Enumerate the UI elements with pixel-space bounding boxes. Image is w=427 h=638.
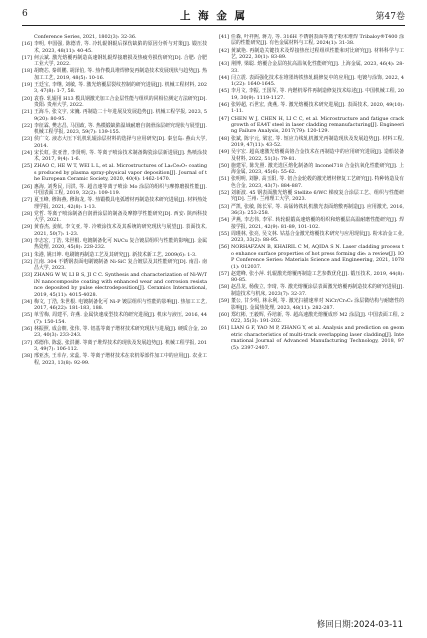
reference-item	[219, 217, 404, 230]
page-header	[22, 6, 405, 26]
reference-number: [45]	[219, 88, 230, 95]
reference-text: 梅文, 丁浩, 朱世根. 电镀制备化可 Ni-P 镀层组织与性能的影响[J]. 热加工工艺, 2017, 46(22): 181-183, 188.	[34, 298, 207, 312]
reference-text: 赵建峰, 张小萍. 轧辊激光熔覆再制造工艺参数优化[J]. 锻压技术, 2019, 44(8): 80-85.	[231, 270, 404, 284]
reference-text: 张斌, 陈宇元, 梁宏, 等. 短应力线轧机激光再制造现状及发展趋势[J]. 材料工程, 2019, 47(11): 43-52.	[231, 135, 404, 149]
reference-text: 刘新波. 45 钢表面激光熔覆 Stellite 6/WC 梯度复合涂层工艺、组织与性能研究[D]. 兰州: 兰州理工大学, 2023.	[231, 189, 404, 203]
reference-item	[22, 353, 207, 366]
reference-number: [59]	[219, 298, 230, 305]
reference-item	[22, 238, 207, 251]
reference-number: [38]	[22, 353, 33, 360]
reference-number: [20]	[22, 95, 33, 102]
reference-item	[22, 34, 207, 40]
reference-number: [21]	[22, 109, 33, 116]
reference-text: 严凯, 张敏, 陈长军, 等. 高锰铸铁轧机激光表面熔敷再制造[J]. 应用激光, 2016, 36(3): 253-258.	[231, 203, 404, 217]
reference-number: [42]	[219, 47, 230, 54]
reference-number: [31]	[22, 251, 33, 258]
reference-text: 林振照, 成会朝, 张伟, 等. 铝基等离子增材技术研究现状与进展[J]. 硬质合金, 2023, 40(3): 233-243.	[34, 325, 207, 339]
reference-item	[22, 150, 207, 163]
reference-number: [37]	[22, 339, 33, 346]
reference-number: [43]	[219, 61, 230, 68]
reference-number: [49]	[219, 149, 230, 156]
reference-number: [50]	[219, 162, 230, 169]
reference-item	[22, 82, 207, 95]
reference-number: [35]	[22, 312, 33, 319]
reference-item	[219, 149, 404, 162]
reference-text: ZHAO C, HE W T, WEI L L, et al. Microstructures of La₂Ce₂O₇ coatings produced by plasma spray-physical vapor deposition[J]. Journal of the European Ceramic Society, 2020, 40(4): 1462-1470.	[34, 163, 207, 183]
reference-text: 施建军, 陈先照. 激光选区熔化制备的 Inconel718 合金抗氧化性能研究[J]. 上海金属, 2023, 45(6): 55-62.	[231, 162, 404, 176]
reference-text: CHEN W J, CHEN H, LI C C, et al. Microstructure and fatigue crack growth of EA4T steel in laser cladding remanufacturing[J]. Engineering Failure Analysis, 2017(79): 120-129.	[231, 115, 404, 135]
journal-title: 上 海 金 属	[180, 10, 247, 22]
reference-item	[22, 96, 207, 109]
reference-item	[219, 284, 404, 297]
reference-item	[219, 325, 404, 351]
reference-item	[219, 312, 404, 325]
reference-number: [51]	[219, 176, 230, 183]
reference-number: [60]	[219, 311, 230, 318]
reference-item	[22, 211, 207, 224]
reference-number: [24]	[22, 149, 33, 156]
reference-item	[22, 259, 207, 272]
reference-item	[219, 48, 404, 61]
reference-number: [58]	[219, 284, 230, 291]
reference-text: 王廷宝, 李继, 刘敏, 等. 激光熔覆层裂纹控制的研究进展[J]. 机械工程材料, 2023, 47(8): 1-7, 58.	[34, 81, 207, 95]
reference-text: 荆博, 梁聪. 熔覆合金层的抗高温氧化性能研究[J]. 上海金属, 2023, 46(4): 28-33.	[231, 61, 404, 74]
reference-text: 张婷超, 石世宏, 龚燕, 等. 激光熔覆技术研究进展[J]. 表面技术, 2020, 49(10): 1-11.	[231, 101, 404, 115]
reference-item	[219, 204, 404, 217]
reference-text: 党哲. 等离子喷涂制备自润滑涂层的制备及摩擦学性能研究[D]. 西安: 陕西科技大学, 2021.	[34, 210, 207, 224]
reference-item	[22, 272, 207, 298]
reference-number: [36]	[22, 325, 33, 332]
reference-number: [22]	[22, 122, 33, 129]
reference-number: [16]	[22, 41, 33, 48]
reference-item	[22, 123, 207, 136]
reference-text: 邓德伟, 陈蕊, 张洪潮. 等离子堆焊技术的现状及发展趋势[J]. 机械工程学报, 2013, 49(7): 106-112.	[34, 339, 207, 352]
reference-text: 任森, 叶祥熙, 蒋力, 等. 316H 不锈钢表面等离子粉末堆焊 Tribaloy®T400 涂层的性能研究[J]. 有色金属材料与工程, 2024(1): 31-38.	[231, 34, 404, 47]
reference-text: 邢亚杰, 王幸存, 宋蕊, 等. 等离子增材技术在农机零部件加工中的应用[J]. 农业工程, 2023, 13(8): 92-99.	[34, 353, 207, 366]
reference-text: 朱港, 姚日坤. 电刷镀再制造工艺及其研究[J]. 新技术新工艺, 2009(6): 1-3.	[34, 251, 197, 258]
reference-column-right	[219, 34, 404, 612]
reference-number: [47]	[219, 115, 230, 122]
reference-number: [44]	[219, 74, 230, 81]
reference-text: 何云斌. 激光熔覆再制造高速钢轧辊焊接磨损及热疲劳损伤研究[D]. 合肥: 合肥工业大学, 2022.	[34, 54, 207, 68]
reference-number: [25]	[22, 163, 33, 170]
reference-text: 惠海, 刘秀民, 闫洪, 等. 超音速等离子喷涂 Mo 涂层的组织与摩擦磨损性能[J]. 中国表面工程, 2019, 32(2): 109-119.	[34, 183, 207, 196]
reference-item	[22, 55, 207, 68]
reference-item	[219, 298, 404, 311]
reference-number: [27]	[22, 197, 33, 204]
reference-item	[219, 244, 404, 270]
reference-number: [34]	[22, 298, 33, 305]
reference-item	[219, 163, 404, 176]
reference-number: [52]	[219, 189, 230, 196]
reference-number: [61]	[219, 325, 230, 332]
reference-item	[22, 163, 207, 182]
reference-item	[219, 271, 404, 284]
reference-number: [26]	[22, 183, 33, 190]
reference-number: [30]	[22, 237, 33, 244]
reference-item	[22, 326, 207, 339]
reference-text: 闫立震. 表面强化技术在堆墨铸铁热轧辊修复中的应用[J]. 电镀与涂饰, 2022, 41(22): 1640-1645.	[231, 74, 404, 88]
reference-text: 夏玉峰, 穆海燕, 穆海龙, 等. 热锻模具电弧增材再制造技术研究进展[J]. 材料热处理学报, 2021, 42(8): 1-13.	[34, 197, 207, 210]
reference-text: 黄春杰, 姜航, 李文亚, 等. 冷喷涂技术及其系统的研究现状与展望[J]. 表面技术, 2021, 50(7): 1-23.	[34, 224, 207, 237]
reference-text: 单雪梅, 周建平, 许燕. 金属快速成型技术的研究进展[J]. 机床与液压, 2016, 44(7): 150-154.	[34, 312, 207, 325]
revised-date: 修回日期:2024-03-11	[316, 620, 403, 630]
reference-item	[22, 224, 207, 237]
reference-item	[22, 312, 207, 325]
reference-item	[219, 61, 404, 74]
reference-item	[219, 190, 404, 203]
issue-number: 第47卷	[375, 12, 405, 22]
reference-item	[219, 231, 404, 244]
reference-number: [23]	[22, 136, 33, 143]
reference-item	[219, 116, 404, 135]
reference-item	[22, 184, 207, 197]
reference-text: 李月文, 李振, 王国军, 等. 内燃机零件再制造修复技术综述[J]. 中国机械工程, 2019, 30(9): 1119-1127.	[231, 88, 404, 101]
reference-text: 周瑾林, 张亮, 吴文林. 钴基合金激光熔覆技术研究与应用现状[J]. 粉末冶金工业, 2023, 33(2): 88-95.	[231, 230, 404, 244]
reference-text: 胡晓芯, 秦训鹏, 胡泽伯, 等. 热作模具堆焊修复再制造技术发展现状与趋势[J]. 热加工工艺, 2019, 48(5): 10-16.	[34, 68, 207, 81]
reference-number: [55]	[219, 230, 230, 237]
reference-item	[22, 340, 207, 353]
reference-item	[219, 102, 404, 115]
reference-number: [32]	[22, 258, 33, 265]
reference-number: [29]	[22, 224, 33, 231]
reference-item	[22, 109, 207, 122]
reference-column-left	[22, 34, 207, 612]
reference-item	[22, 41, 207, 54]
reference-text: 江南. 304 不锈钢表面电刷镀制备 Ni-SiC 复合镀层及其性能研究[D]. 南昌: 南昌大学, 2023.	[34, 258, 207, 272]
reference-item	[22, 252, 207, 258]
reference-text: 赵昌龙, 杨俊立, 李琦, 等. 激光熔覆涂层表面激光熔覆再制造技术的研究进展[J]. 制造技术与机床, 2023(7): 32-37.	[231, 284, 404, 297]
reference-text: 董公, 甘少明, 林永利, 等. 激光扫描速率对 NiCr/Cr₃C₂ 涂层微结构与耐磨性的影响[J]. 金属热处理, 2023, 48(11): 282-287.	[231, 298, 404, 311]
reference-item	[219, 176, 404, 189]
reference-number: [28]	[22, 210, 33, 217]
reference-text: 侯广文. 液态大压下轧机轧辊涂层材料的选择与应用研究[D]. 秦皇岛: 燕山大学, 2014.	[34, 136, 207, 149]
reference-text: 李征霖, 樊志昌, 马国政, 等. 热模锻缺陷温域耐磨自润滑涂层研究现状与展望[J]. 机械工程学报, 2023, 59(7): 139-155.	[34, 122, 207, 136]
reference-number: [46]	[219, 101, 230, 108]
reference-text: 吴宇宏. 超高速激光熔覆高铬合金技术在再制造中的应用研究进展[J]. 造船装备及材料, 2022, 51(3): 79-81.	[231, 149, 404, 162]
reference-text: 王海斗, 张文宇, 宋巍. 再制造二十年进展及发展趋势[J]. 机械工程学报, 2023, 59(20): 80-95.	[34, 109, 207, 122]
reference-text: NORHAFZAN B, KHAIRIL C M, AQIDA S N. Laser cladding process to enhance surface properties of hot press forming die: a review[J]. IOP Conference Series: Materials Science and Engineering, 2021, 1078(1): 012037.	[231, 244, 404, 270]
reference-item	[22, 197, 207, 210]
reference-text: 郑红彬, 王毅辉, 乔培新, 等. 超高速激光熔覆成形 M2 涂层[J]. 中国表面工程, 2022, 35(3): 191-202.	[231, 311, 404, 325]
reference-number: [19]	[22, 81, 33, 88]
reference-number: [33]	[22, 272, 33, 279]
reference-text: 黄斌艳. 再制造关键技术及焊接热丝过程组织性能和对比研究[J]. 材料科学与工艺, 2022, 30(1): 83-89.	[231, 47, 404, 61]
reference-number: [17]	[22, 54, 33, 61]
reference-number: [57]	[219, 270, 230, 277]
reference-number: [41]	[219, 34, 230, 40]
reference-number: [54]	[219, 217, 230, 224]
reference-text: ZHANG W W, LI B S, JI C C. Synthesis and characterization of Ni-W/TiN nanocomposite coating with enhanced wear and corrosion resistance deposited by pulse electrodeposition[J]. Ceramics International, 2019, 45(11): 4015-4028.	[34, 272, 207, 298]
reference-text: 李明, 申国强, 陈德青, 等. 冷轧辊钢辊后探伤缺陷的原因分析与对策[J]. 锻压技术, 2023, 48(11): 40-45.	[34, 41, 207, 54]
reference-item	[219, 75, 404, 88]
reference-number: [18]	[22, 68, 33, 75]
reference-number: [56]	[219, 244, 230, 251]
reference-text: Conference Series, 2021, 1802(3): 32-36.	[34, 34, 137, 40]
reference-text: 袁春. 轧辊用 H13 模具钢激光加工合金层性能与组织的同相位测定方法研究[D]. 贵阳: 贵州大学, 2022.	[34, 95, 207, 108]
reference-text: 尹燕, 李志伟, 李军. 转轮辊锻高速熔覆的组织和熔覆层高温耐磨性能研究[J]. 焊接学报, 2021, 42(9): 81-89, 101-102.	[231, 217, 404, 230]
reference-text: 宋长虹, 张亚普, 李贤明, 等. 等离子喷涂技术制备陶瓷涂层新进展[J]. 热喷涂技术, 2017, 9(4): 1-6.	[34, 149, 207, 163]
reference-item	[219, 88, 404, 101]
page-number: 6	[22, 9, 28, 19]
reference-text: 李志宏, 丁浩, 朱世根. 电镀制备化可 Ni/Cu 复合镀层组织与性能的影响[J]. 金属热处理, 2020, 45(8): 228-232.	[34, 237, 207, 251]
reference-number: [53]	[219, 203, 230, 210]
reference-item	[22, 68, 207, 81]
reference-item	[219, 34, 404, 47]
reference-number: [48]	[219, 135, 230, 142]
reference-item	[22, 299, 207, 312]
reference-text: 张明明, 刘静, 高玉阳, 等. 铝合金轮毂的激光增材修复工艺研究[J]. 特种铸造及有色合金, 2023, 43(7): 884-887.	[231, 176, 404, 189]
reference-text: LIAN G F, YAO M P, ZHANG Y, et al. Analysis and prediction on geometric characteristics of multi-track overlapping laser cladding[J]. International Journal of Advanced Manufacturing Technology, 2018, 97(5): 2397-2407.	[231, 325, 404, 351]
reference-item	[219, 136, 404, 149]
reference-item	[22, 136, 207, 149]
